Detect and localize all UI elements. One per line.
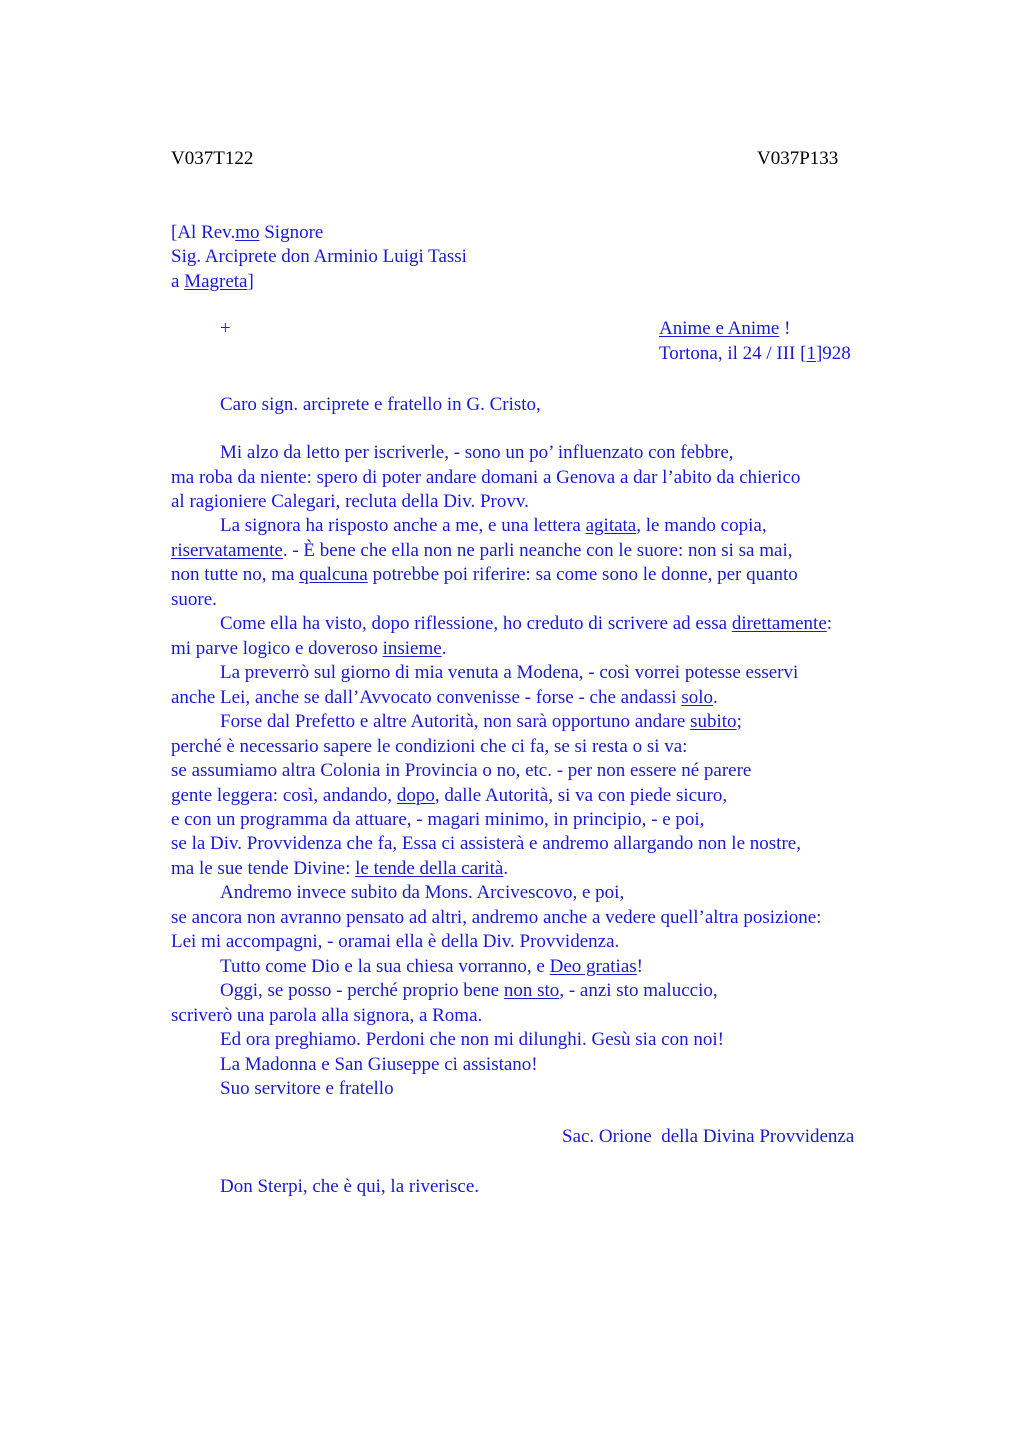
- address-line-1: [Al Rev.mo Signore: [171, 222, 324, 243]
- signature: Sac. Orione della Divina Provvidenza: [562, 1126, 855, 1147]
- motto: Anime e Anime !: [659, 318, 791, 339]
- postscript: Don Sterpi, che è qui, la riverisce.: [220, 1176, 480, 1197]
- body-line: scriverò una parola alla signora, a Roma.: [171, 1005, 483, 1026]
- body-line: Tutto come Dio e la sua chiesa vorranno, e Deo gratias!: [220, 956, 643, 977]
- body-line: anche Lei, anche se dall’Avvocato convenisse - forse - che andassi solo.: [171, 687, 718, 708]
- body-line: Come ella ha visto, dopo riflessione, ho creduto di scrivere ad essa direttamente:: [220, 613, 833, 634]
- body-line: al ragioniere Calegari, recluta della Div. Provv.: [171, 491, 529, 512]
- document-code-left: V037T122: [171, 148, 254, 169]
- body-line: se la Div. Provvidenza che fa, Essa ci assisterà e andremo allargando non le nostre,: [171, 833, 801, 854]
- place-date: Tortona, il 24 / III [1]928: [659, 343, 851, 364]
- body-line: mi parve logico e doveroso insieme.: [171, 638, 447, 659]
- body-line: Mi alzo da letto per iscriverle, - sono un po’ influenzato con febbre,: [220, 442, 734, 463]
- body-line: riservatamente. - È bene che ella non ne parli neanche con le suore: non si sa mai,: [171, 540, 793, 561]
- body-line: ma le sue tende Divine: le tende della carità.: [171, 858, 509, 879]
- body-line: se ancora non avranno pensato ad altri, andremo anche a vedere quell’altra posizione:: [171, 907, 822, 928]
- body-line: non tutte no, ma qualcuna potrebbe poi riferire: sa come sono le donne, per quanto: [171, 564, 798, 585]
- body-line: suore.: [171, 589, 217, 610]
- body-line: perché è necessario sapere le condizioni che ci fa, se si resta o si va:: [171, 736, 688, 757]
- cross-symbol: +: [220, 318, 231, 339]
- body-line: gente leggera: così, andando, dopo, dalle Autorità, si va con piede sicuro,: [171, 785, 728, 806]
- body-line: Suo servitore e fratello: [220, 1078, 394, 1099]
- body-line: Oggi, se posso - perché proprio bene non sto, - anzi sto maluccio,: [220, 980, 718, 1001]
- body-line: Forse dal Prefetto e altre Autorità, non sarà opportuno andare subito;: [220, 711, 742, 732]
- body-line: se assumiamo altra Colonia in Provincia o no, etc. - per non essere né parere: [171, 760, 752, 781]
- body-line: Andremo invece subito da Mons. Arcivescovo, e poi,: [220, 882, 625, 903]
- body-line: Lei mi accompagni, - oramai ella è della Div. Provvidenza.: [171, 931, 620, 952]
- body-line: La Madonna e San Giuseppe ci assistano!: [220, 1054, 538, 1075]
- body-line: ma roba da niente: spero di poter andare domani a Genova a dar l’abito da chierico: [171, 467, 801, 488]
- address-line-3: a Magreta]: [171, 271, 254, 292]
- body-line: La signora ha risposto anche a me, e una lettera agitata, le mando copia,: [220, 515, 767, 536]
- salutation: Caro sign. arciprete e fratello in G. Cristo,: [220, 394, 541, 415]
- document-code-right: V037P133: [757, 148, 839, 169]
- address-line-2: Sig. Arciprete don Arminio Luigi Tassi: [171, 246, 467, 267]
- body-line: La preverrò sul giorno di mia venuta a Modena, - così vorrei potesse esservi: [220, 662, 799, 683]
- body-line: e con un programma da attuare, - magari minimo, in principio, - e poi,: [171, 809, 705, 830]
- body-line: Ed ora preghiamo. Perdoni che non mi dilunghi. Gesù sia con noi!: [220, 1029, 724, 1050]
